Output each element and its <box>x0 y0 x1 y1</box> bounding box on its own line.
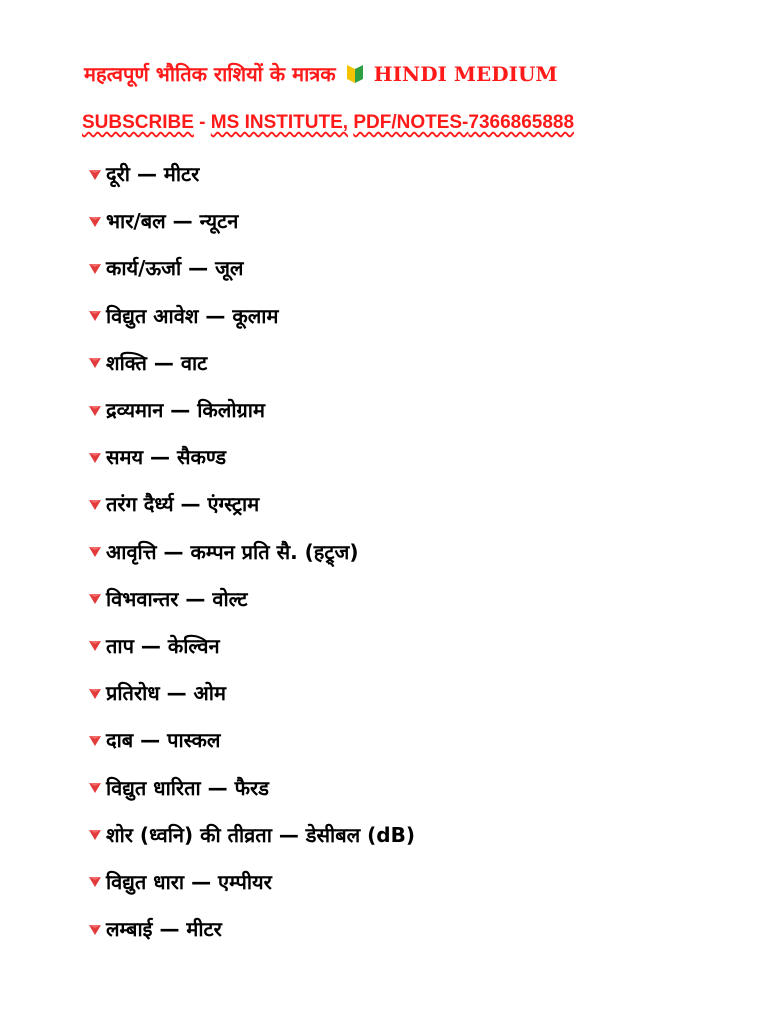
list-item <box>88 905 415 952</box>
red-triangle-down-icon <box>88 924 102 936</box>
list-item <box>88 763 415 810</box>
red-triangle-down-icon <box>88 546 102 558</box>
title-english: HINDI MEDIUM <box>373 61 558 86</box>
red-triangle-down-icon <box>88 499 102 511</box>
list-item <box>88 197 415 244</box>
list-item <box>88 292 415 339</box>
list-item <box>88 811 415 858</box>
list-item-text: कार्य/ऊर्जा — जूल <box>106 256 244 281</box>
list-item-text: तरंग दैर्ध्य — एंग्स्ट्राम <box>106 492 260 517</box>
subscribe-line <box>82 112 574 134</box>
red-triangle-down-icon <box>88 640 102 652</box>
units-list <box>88 150 415 952</box>
institute-name: MS INSTITUTE, <box>210 112 349 133</box>
list-item <box>88 244 415 291</box>
title-hindi: महत्वपूर्ण भौतिक राशियों के मात्रक <box>84 62 336 86</box>
list-item-text: आवृत्ति — कम्पन प्रति सै. (हट्र्ज) <box>106 539 359 564</box>
red-triangle-down-icon <box>88 263 102 275</box>
list-item <box>88 150 415 197</box>
list-item-text: प्रतिरोध — ओम <box>106 681 226 706</box>
subscribe-label: SUBSCRIBE <box>82 112 194 133</box>
list-item <box>88 716 415 763</box>
list-item-text: शक्ति — वाट <box>106 350 208 375</box>
list-item <box>88 669 415 716</box>
red-triangle-down-icon <box>88 216 102 228</box>
list-item <box>88 528 415 575</box>
red-triangle-down-icon <box>88 357 102 369</box>
red-triangle-down-icon <box>88 735 102 747</box>
list-item <box>88 339 415 386</box>
red-triangle-down-icon <box>88 310 102 322</box>
list-item-text: विभवान्तर — वोल्ट <box>106 586 248 611</box>
phone-number: 7366865888 <box>468 112 575 133</box>
list-item-text: शोर (ध्वनि) की तीव्रता — डेसीबल (dB) <box>106 822 415 847</box>
list-item-text: समय — सैकण्ड <box>106 445 227 470</box>
list-item-text: ताप — केल्विन <box>106 633 220 658</box>
list-item-text: द्रव्यमान — किलोग्राम <box>106 398 265 423</box>
red-triangle-down-icon <box>88 829 102 841</box>
list-item-text: विद्युत धारा — एम्पीयर <box>106 869 272 894</box>
list-item <box>88 575 415 622</box>
list-item <box>88 433 415 480</box>
red-triangle-down-icon <box>88 876 102 888</box>
beginner-badge-icon <box>346 64 364 84</box>
red-triangle-down-icon <box>88 782 102 794</box>
list-item-text: विद्युत धारिता — फैरड <box>106 775 269 800</box>
red-triangle-down-icon <box>88 452 102 464</box>
red-triangle-down-icon <box>88 593 102 605</box>
list-item <box>88 858 415 905</box>
page-title <box>84 60 558 87</box>
list-item-text: लम्बाई — मीटर <box>106 917 222 942</box>
list-item-text: भार/बल — न्यूटन <box>106 209 239 234</box>
subscribe-separator: - <box>193 112 211 133</box>
red-triangle-down-icon <box>88 169 102 181</box>
red-triangle-down-icon <box>88 688 102 700</box>
pdf-notes-label: PDF/NOTES- <box>353 112 469 133</box>
red-triangle-down-icon <box>88 405 102 417</box>
list-item <box>88 622 415 669</box>
list-item-text: दूरी — मीटर <box>106 162 200 187</box>
list-item <box>88 480 415 527</box>
list-item <box>88 386 415 433</box>
list-item-text: विद्युत आवेश — कूलाम <box>106 303 279 328</box>
list-item-text: दाब — पास्कल <box>106 728 221 753</box>
